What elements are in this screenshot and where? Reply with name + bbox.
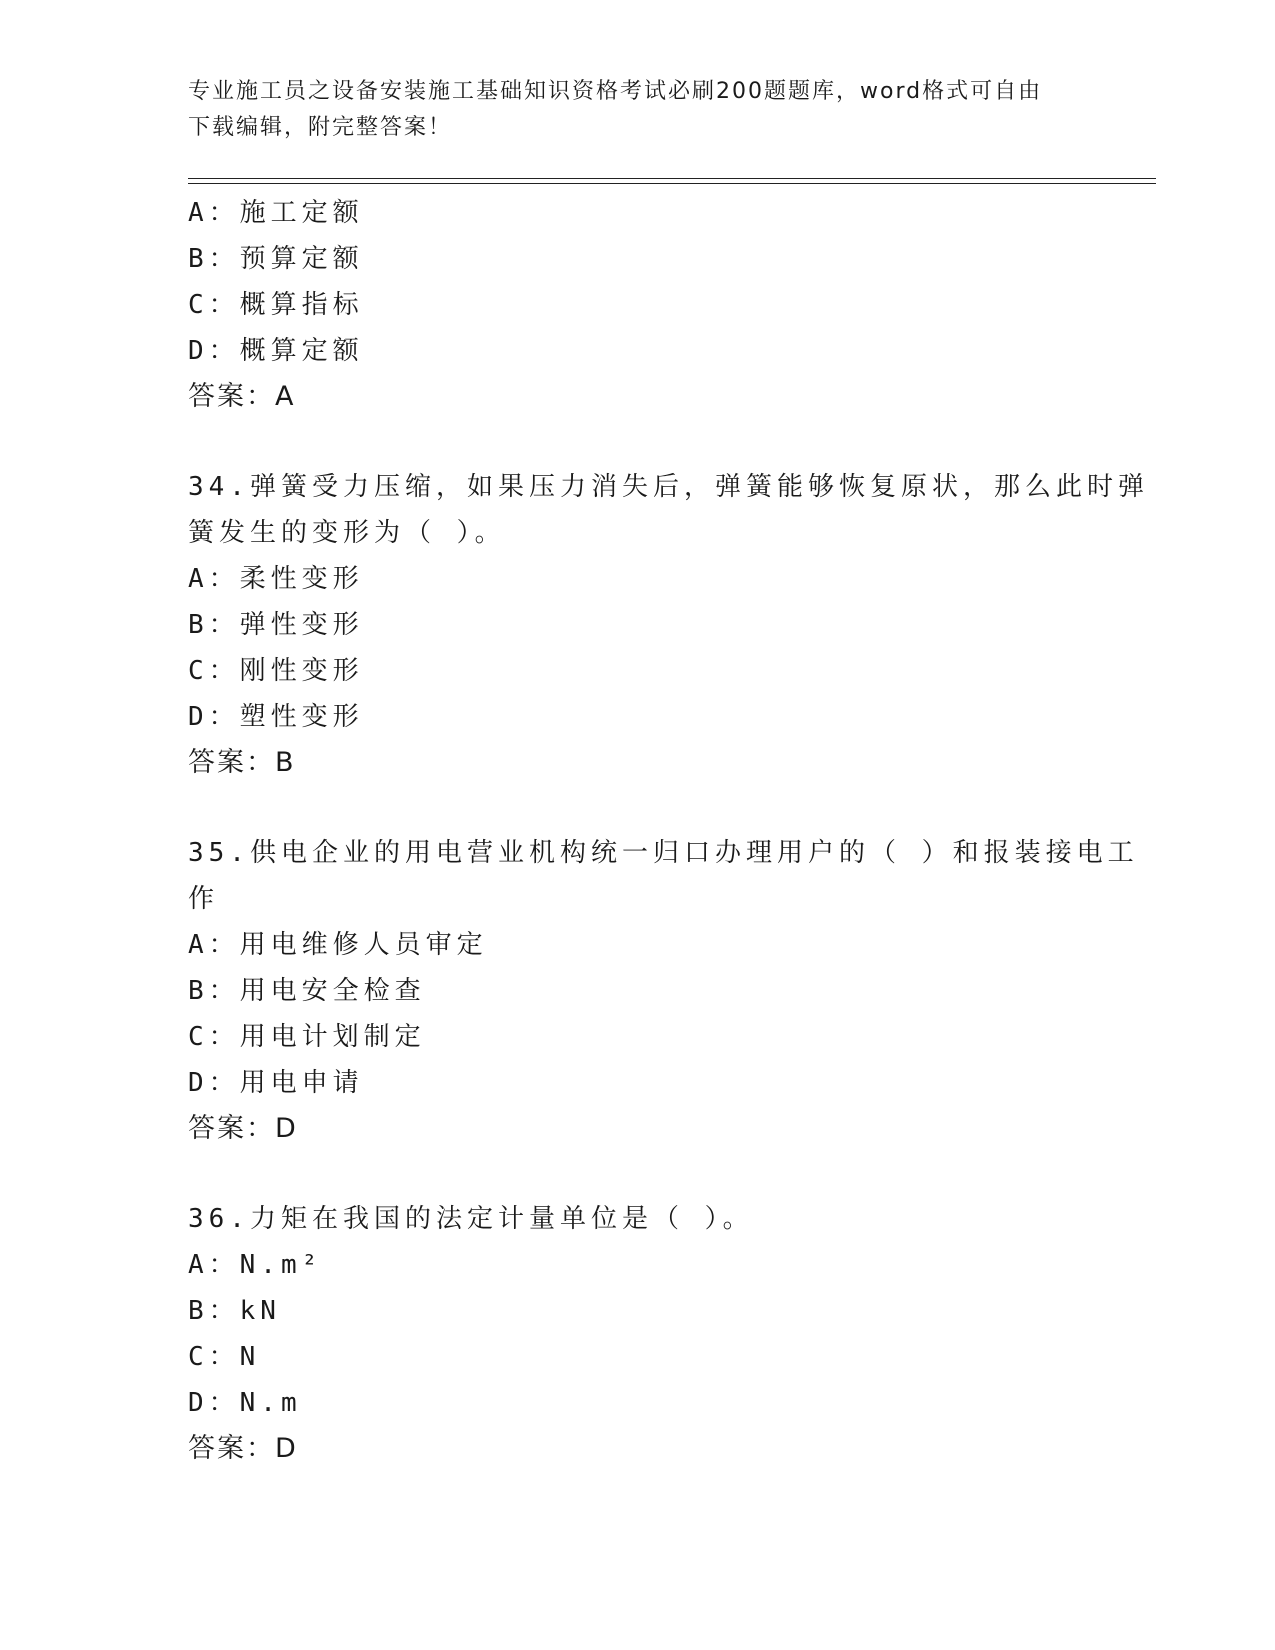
question-block-33	[188, 190, 1108, 420]
option-a: A：用电维修人员审定	[188, 930, 488, 960]
option-d: D：用电申请	[188, 1068, 364, 1098]
document-header	[188, 74, 1088, 146]
question-text-line-2: 作	[188, 884, 220, 914]
option-d: D：塑性变形	[188, 702, 364, 732]
option-b: B：用电安全检查	[188, 976, 426, 1006]
option-d: D：N.m	[188, 1388, 302, 1418]
option-d: D：概算定额	[188, 336, 364, 366]
question-text-line-1: 35.供电企业的用电营业机构统一归口办理用户的（ ）和报装接电工	[188, 838, 1139, 868]
option-c: C：概算指标	[188, 290, 364, 320]
option-c: C：刚性变形	[188, 656, 364, 686]
question-text-line-1: 34.弹簧受力压缩，如果压力消失后，弹簧能够恢复原状，那么此时弹	[188, 472, 1149, 502]
spacer	[188, 420, 1108, 464]
header-divider-top	[188, 178, 1156, 179]
answer-label: 答案：A	[188, 381, 296, 412]
question-list	[188, 190, 1149, 1472]
question-block-36	[188, 1196, 1108, 1472]
option-c: C：N	[188, 1342, 261, 1372]
answer-label: 答案：D	[188, 1433, 298, 1464]
option-a: A：N.m²	[188, 1250, 323, 1280]
spacer	[188, 786, 1108, 830]
question-block-34	[188, 464, 1149, 786]
option-c: C：用电计划制定	[188, 1022, 426, 1052]
option-a: A：施工定额	[188, 198, 364, 228]
header-line-2: 下载编辑，附完整答案！	[188, 115, 453, 140]
option-b: B：kN	[188, 1296, 281, 1326]
header-divider-bottom	[188, 183, 1156, 184]
option-b: B：预算定额	[188, 244, 364, 274]
question-block-35	[188, 830, 1139, 1152]
option-b: B：弹性变形	[188, 610, 364, 640]
header-line-1: 专业施工员之设备安装施工基础知识资格考试必刷200题题库，word格式可自由	[188, 79, 1043, 104]
spacer	[188, 1152, 1108, 1196]
question-text-line-2: 簧发生的变形为（ ）。	[188, 518, 506, 548]
answer-label: 答案：B	[188, 747, 296, 778]
option-a: A：柔性变形	[188, 564, 364, 594]
answer-label: 答案：D	[188, 1113, 298, 1144]
question-text-line-1: 36.力矩在我国的法定计量单位是（ ）。	[188, 1204, 754, 1234]
